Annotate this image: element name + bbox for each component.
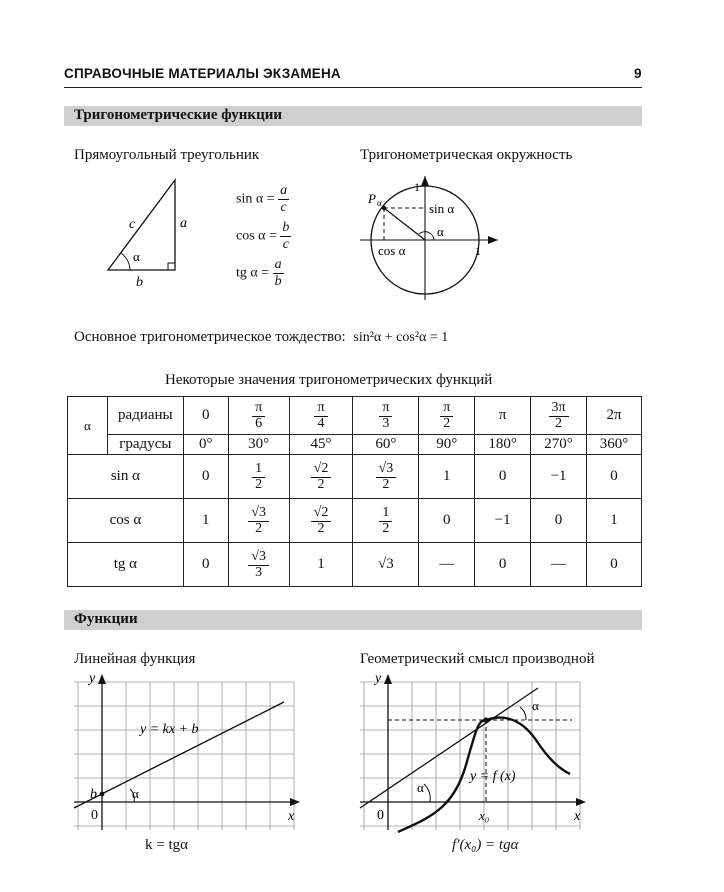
linear-caption: Линейная функция: [74, 651, 196, 667]
value-cell: [228, 499, 289, 543]
radian-numerator: π: [314, 401, 327, 417]
circle-caption: Тригонометрическая окружность: [360, 147, 573, 163]
value-numerator: √2: [311, 506, 332, 522]
section-band-functions: [64, 610, 642, 630]
point-p-label: P: [368, 191, 376, 206]
derivative-origin: 0: [377, 808, 384, 823]
formula-tg: [236, 258, 284, 289]
value-text: —: [439, 556, 455, 572]
value-fraction: [311, 506, 332, 536]
radians-label: радианы: [107, 397, 183, 435]
derivative-angle-top-label: α: [532, 698, 539, 713]
linear-y-label: y: [89, 671, 96, 686]
value-cell: [289, 543, 353, 587]
tangent-point: [483, 717, 488, 722]
formula-cos-fraction: [280, 221, 291, 252]
radian-text: π: [498, 407, 507, 423]
point-p: [382, 206, 386, 210]
value-text: 0: [442, 512, 451, 528]
radian-cell: [228, 397, 289, 435]
value-fraction: [248, 550, 269, 580]
value-text: 1: [202, 512, 210, 528]
formula-cos-num: b: [282, 220, 290, 235]
row-label-tg: tg α: [68, 543, 184, 587]
table-row-tg: [68, 543, 642, 587]
radian-denominator: 2: [555, 416, 563, 431]
radian-numerator: 3π: [549, 401, 569, 417]
circle-angle-label: α: [437, 224, 444, 239]
identity-line: [74, 329, 448, 346]
value-cell: [475, 455, 531, 499]
value-cell: [353, 455, 419, 499]
linear-y-arrow-icon: [98, 674, 106, 684]
value-cell: [183, 543, 228, 587]
value-cell: [587, 543, 642, 587]
degree-cell: 270°: [531, 435, 587, 455]
degree-cell: 0°: [183, 435, 228, 455]
derivative-graph: [358, 670, 598, 835]
radian-text: 2π: [606, 407, 622, 423]
side-a-label: a: [180, 216, 187, 231]
triangle-angle-label: α: [133, 249, 140, 264]
radian-text: 0: [202, 407, 210, 423]
value-text: 1: [610, 512, 618, 528]
unit-circle-diagram: [358, 172, 508, 302]
formula-tg-den: b: [274, 274, 282, 289]
running-header-title: СПРАВОЧНЫЕ МАТЕРИАЛЫ ЭКЗАМЕНА: [64, 66, 341, 81]
table-degrees-row: [68, 435, 642, 455]
derivative-angle-arc-left: [424, 784, 430, 802]
radian-denominator: 4: [317, 416, 325, 431]
degree-cell: 60°: [353, 435, 419, 455]
y-arrow-icon: [421, 176, 429, 186]
right-triangle-diagram: [100, 175, 200, 290]
formula-cos-den: c: [282, 237, 290, 252]
triangle-shape: [108, 180, 175, 270]
derivative-x-label: x: [574, 809, 581, 824]
formula-sin-lhs: sin α =: [236, 191, 275, 207]
value-cell: [289, 499, 353, 543]
value-cell: [183, 499, 228, 543]
value-numerator: √3: [248, 506, 269, 522]
value-cell: [353, 499, 419, 543]
value-text: 0: [202, 556, 210, 572]
value-text: 0: [610, 468, 618, 484]
formula-tg-lhs: tg α =: [236, 265, 270, 281]
cos-label: cos α: [378, 243, 406, 258]
curve-label: y = f (x): [470, 769, 516, 784]
value-text: 0: [498, 556, 507, 572]
value-denominator: 2: [255, 521, 263, 536]
value-fraction: [376, 462, 397, 492]
derivative-x-arrow-icon: [576, 798, 586, 806]
radian-cell: [419, 397, 475, 435]
derivative-y-label: y: [375, 671, 382, 686]
radian-cell: [353, 397, 419, 435]
value-text: 1: [317, 556, 325, 572]
table-radians-row: [68, 397, 642, 435]
degree-cell: 360°: [587, 435, 642, 455]
linear-function-graph: [72, 670, 312, 835]
table-caption: Некоторые значения тригонометрических функций: [165, 372, 493, 388]
section-title-trig: Тригонометрические функции: [74, 107, 282, 123]
value-cell: [419, 455, 475, 499]
value-denominator: 2: [317, 521, 325, 536]
formula-cos-lhs: cos α =: [236, 228, 277, 244]
formula-tg-fraction: [273, 258, 284, 289]
value-cell: [587, 455, 642, 499]
value-denominator: 2: [382, 477, 390, 492]
value-text: 0: [498, 468, 507, 484]
value-cell: [475, 543, 531, 587]
radian-numerator: π: [440, 401, 453, 417]
radian-fraction: [440, 401, 453, 431]
formula-cos: [236, 221, 291, 252]
value-cell: [587, 499, 642, 543]
derivative-y-arrow-icon: [384, 674, 392, 684]
radian-numerator: π: [252, 401, 265, 417]
value-cell: [353, 543, 419, 587]
point-p-subscript: α: [377, 198, 382, 208]
value-cell: [183, 455, 228, 499]
radian-cell: [475, 397, 531, 435]
table-row-sin: [68, 455, 642, 499]
header-rule: [64, 87, 642, 88]
table-row-cos: [68, 499, 642, 543]
x0-label: x₀: [479, 808, 490, 823]
derivative-caption: Геометрический смысл производной: [360, 651, 595, 667]
formula-sin-num: a: [280, 183, 288, 198]
radian-denominator: 6: [255, 416, 263, 431]
derivative-angle-arc-top: [520, 707, 526, 720]
value-denominator: 2: [255, 477, 263, 492]
linear-grid: [74, 682, 294, 830]
sin-label: sin α: [429, 201, 455, 216]
radian-cell: [587, 397, 642, 435]
linear-line: [74, 702, 284, 808]
right-angle-mark: [168, 263, 175, 270]
degree-cell: 45°: [289, 435, 353, 455]
formula-sin-den: c: [280, 200, 287, 215]
value-cell: [419, 499, 475, 543]
row-label-cos: cos α: [68, 499, 184, 543]
radian-fraction: [252, 401, 265, 431]
value-denominator: 3: [255, 565, 263, 580]
radian-numerator: π: [379, 401, 392, 417]
value-cell: [475, 499, 531, 543]
value-cell: [228, 455, 289, 499]
radian-denominator: 3: [382, 416, 390, 431]
linear-angle-label: α: [132, 786, 139, 801]
table-alpha-cell: α: [68, 397, 108, 455]
trig-values-table: [67, 396, 642, 587]
value-text: −1: [550, 468, 567, 484]
value-fraction: [248, 506, 269, 536]
identity-text: Основное тригонометрическое тождество:: [74, 329, 346, 345]
formula-tg-num: a: [274, 257, 282, 272]
value-denominator: 2: [317, 477, 325, 492]
degrees-label: градусы: [107, 435, 183, 455]
triangle-caption: Прямоугольный треугольник: [74, 147, 260, 163]
value-numerator: √3: [376, 462, 397, 478]
identity-formula: sin²α + cos²α = 1: [353, 330, 449, 345]
x-arrow-icon: [488, 236, 498, 244]
value-text: 0: [202, 468, 210, 484]
circle-one-right: 1: [475, 244, 481, 258]
value-text: 0: [554, 512, 563, 528]
section-title-functions: Функции: [74, 611, 138, 627]
linear-origin: 0: [91, 808, 98, 823]
degree-cell: 180°: [475, 435, 531, 455]
radian-cell: [289, 397, 353, 435]
derivative-angle-left-label: α: [417, 780, 424, 795]
value-fraction: [252, 462, 265, 492]
value-cell: [531, 499, 587, 543]
row-label-sin: sin α: [68, 455, 184, 499]
page-number: 9: [634, 66, 642, 81]
section-band-trig: [64, 106, 642, 126]
value-numerator: √2: [311, 462, 332, 478]
radian-fraction: [549, 401, 569, 431]
value-text: −1: [494, 512, 511, 528]
angle-arc: [121, 253, 130, 270]
linear-b-label: b: [90, 787, 97, 802]
side-c-label: c: [129, 217, 136, 232]
value-text: —: [551, 556, 567, 572]
circle-angle-arc: [419, 232, 434, 240]
value-numerator: 1: [379, 506, 392, 522]
side-b-label: b: [136, 275, 143, 290]
value-cell: [228, 543, 289, 587]
value-cell: [531, 543, 587, 587]
value-denominator: 2: [382, 521, 390, 536]
value-fraction: [379, 506, 392, 536]
linear-bottom-formula: k = tgα: [145, 837, 188, 853]
value-numerator: 1: [252, 462, 265, 478]
value-cell: [419, 543, 475, 587]
radian-denominator: 2: [443, 416, 451, 431]
radian-fraction: [379, 401, 392, 431]
value-cell: [531, 455, 587, 499]
formula-sin: [236, 184, 289, 215]
value-numerator: √3: [248, 550, 269, 566]
radian-cell: [183, 397, 228, 435]
formula-sin-fraction: [278, 184, 289, 215]
degree-cell: 30°: [228, 435, 289, 455]
derivative-bottom-formula: f′(x₀) = tgα: [452, 837, 519, 853]
linear-x-label: x: [288, 809, 295, 824]
value-text: 1: [442, 468, 451, 484]
linear-equation: y = kx + b: [140, 722, 199, 737]
linear-x-arrow-icon: [290, 798, 300, 806]
value-fraction: [311, 462, 332, 492]
value-text: √3: [378, 556, 394, 572]
radian-cell: [531, 397, 587, 435]
linear-b-point: [100, 792, 105, 797]
radian-fraction: [314, 401, 327, 431]
degree-cell: 90°: [419, 435, 475, 455]
radius-line: [384, 208, 425, 240]
value-cell: [289, 455, 353, 499]
circle-one-top: 1: [414, 180, 420, 194]
value-text: 0: [610, 556, 618, 572]
